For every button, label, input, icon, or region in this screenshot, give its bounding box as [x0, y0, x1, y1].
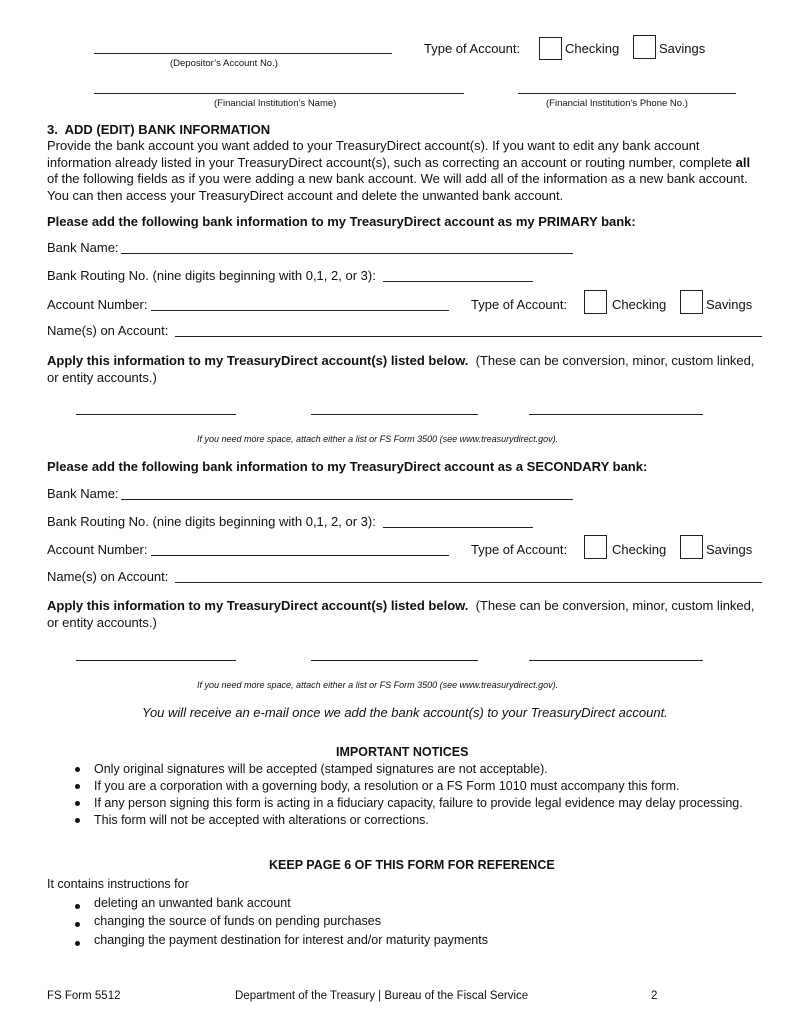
institution-name-field[interactable] [94, 93, 464, 94]
primary-checking-label: Checking [612, 297, 667, 312]
bullet-icon [75, 801, 80, 806]
top-type-of-account-label: Type of Account: [424, 41, 521, 56]
email-notice: You will receive an e-mail once we add the bank account(s) to your TreasuryDirect account. [142, 705, 668, 720]
footer-form-id: FS Form 5512 [47, 990, 121, 1002]
primary-heading: Please add the following bank information to my TreasuryDirect account as my PRIMARY bank: [47, 214, 636, 229]
top-savings-checkbox[interactable] [633, 35, 656, 59]
secondary-savings-checkbox[interactable] [680, 535, 703, 559]
primary-type-of-account-label: Type of Account: [471, 297, 568, 312]
secondary-checking-label: Checking [612, 542, 667, 557]
secondary-apply-bold: Apply this information to my TreasuryDirect account(s) listed below. [47, 598, 469, 613]
institution-name-label: (Financial Institution’s Name) [214, 98, 337, 109]
secondary-account-number-label: Account Number: [47, 542, 148, 557]
notice-item-2: If you are a corporation with a governing body, a resolution or a FS Form 1010 must accompany this form. [94, 779, 680, 793]
primary-td-account-2-field[interactable] [311, 414, 478, 415]
notice-item-1: Only original signatures will be accepted (stamped signatures are not acceptable). [94, 762, 548, 776]
secondary-td-account-2-field[interactable] [311, 660, 478, 661]
bullet-icon [75, 922, 80, 927]
bullet-icon [75, 767, 80, 772]
section-heading: ADD (EDIT) BANK INFORMATION [64, 122, 271, 137]
primary-savings-checkbox[interactable] [680, 290, 703, 314]
primary-names-field[interactable] [175, 336, 762, 337]
secondary-savings-label: Savings [706, 542, 753, 557]
secondary-td-account-3-field[interactable] [529, 660, 703, 661]
notice-item-3: If any person signing this form is acting in a fiduciary capacity, failure to provide legal evidence may delay processing. [94, 796, 743, 810]
secondary-account-number-field[interactable] [151, 555, 449, 556]
primary-routing-label: Bank Routing No. (nine digits beginning with 0,1, 2, or 3): [47, 268, 376, 283]
depositor-account-field[interactable] [94, 53, 392, 54]
primary-bank-name-field[interactable] [121, 253, 573, 254]
primary-savings-label: Savings [706, 297, 753, 312]
section-number: 3. [47, 122, 58, 137]
secondary-bank-name-field[interactable] [121, 499, 573, 500]
primary-apply-bold: Apply this information to my TreasuryDirect account(s) listed below. [47, 353, 469, 368]
intro-line-4: You can then access your TreasuryDirect account and delete the unwanted bank account. [47, 187, 564, 203]
secondary-checking-checkbox[interactable] [584, 535, 607, 559]
primary-names-label: Name(s) on Account: [47, 323, 169, 338]
primary-more-space-note: If you need more space, attach either a list or FS Form 3500 (see www.treasurydirect.gov). [197, 434, 559, 444]
primary-checking-checkbox[interactable] [584, 290, 607, 314]
secondary-more-space-note: If you need more space, attach either a list or FS Form 3500 (see www.treasurydirect.gov). [197, 680, 559, 690]
intro-line-1: Provide the bank account you want added to your TreasuryDirect account(s). If you want to edit any bank account [47, 138, 700, 153]
important-notices-title: IMPORTANT NOTICES [336, 745, 469, 759]
primary-apply-text [47, 353, 755, 368]
notice-item-4: This form will not be accepted with alterations or corrections. [94, 813, 429, 827]
primary-account-number-label: Account Number: [47, 297, 148, 312]
institution-phone-label: (Financial Institution’s Phone No.) [546, 98, 688, 109]
depositor-account-label: (Depositor’s Account No.) [170, 58, 278, 69]
top-checking-checkbox[interactable] [539, 37, 562, 60]
keep-item-2: changing the source of funds on pending purchases [94, 914, 382, 928]
secondary-bank-name-label: Bank Name: [47, 486, 119, 501]
secondary-routing-field[interactable] [383, 527, 533, 528]
bullet-icon [75, 784, 80, 789]
primary-apply-rest: (These can be conversion, minor, custom linked, [468, 353, 755, 368]
secondary-apply-text [47, 598, 755, 613]
secondary-apply-line2: or entity accounts.) [47, 615, 157, 630]
bullet-icon [75, 941, 80, 946]
institution-phone-field[interactable] [518, 93, 736, 94]
primary-td-account-3-field[interactable] [529, 414, 703, 415]
secondary-type-of-account-label: Type of Account: [471, 542, 568, 557]
intro-line-2: information already listed in your TreasuryDirect account(s), such as correcting an account or routing number, complete all [47, 154, 751, 170]
bullet-icon [75, 818, 80, 823]
footer-agency: Department of the Treasury | Bureau of the Fiscal Service [235, 990, 529, 1002]
keep-item-1: deleting an unwanted bank account [94, 896, 291, 910]
bullet-icon [75, 904, 80, 909]
primary-bank-name-label: Bank Name: [47, 240, 119, 255]
keep-page-intro: It contains instructions for [47, 877, 189, 891]
secondary-td-account-1-field[interactable] [76, 660, 236, 661]
primary-routing-field[interactable] [383, 281, 533, 282]
secondary-routing-label: Bank Routing No. (nine digits beginning with 0,1, 2, or 3): [47, 514, 376, 529]
keep-page-title: KEEP PAGE 6 OF THIS FORM FOR REFERENCE [269, 858, 555, 872]
section-intro [47, 138, 767, 204]
keep-item-3: changing the payment destination for interest and/or maturity payments [94, 933, 488, 947]
top-savings-label: Savings [659, 41, 706, 56]
secondary-apply-rest: (These can be conversion, minor, custom linked, [468, 598, 755, 613]
secondary-names-label: Name(s) on Account: [47, 569, 169, 584]
secondary-heading: Please add the following bank information to my TreasuryDirect account as a SECONDARY bank: [47, 459, 648, 474]
secondary-names-field[interactable] [175, 582, 762, 583]
primary-td-account-1-field[interactable] [76, 414, 236, 415]
footer-page-number: 2 [651, 990, 658, 1002]
section-title [47, 122, 270, 137]
intro-line-3: of the following fields as if you were adding a new bank account. We will add all of the information as a new bank account. [47, 171, 748, 186]
primary-apply-line2: or entity accounts.) [47, 370, 157, 385]
top-checking-label: Checking [565, 41, 620, 56]
primary-account-number-field[interactable] [151, 310, 449, 311]
